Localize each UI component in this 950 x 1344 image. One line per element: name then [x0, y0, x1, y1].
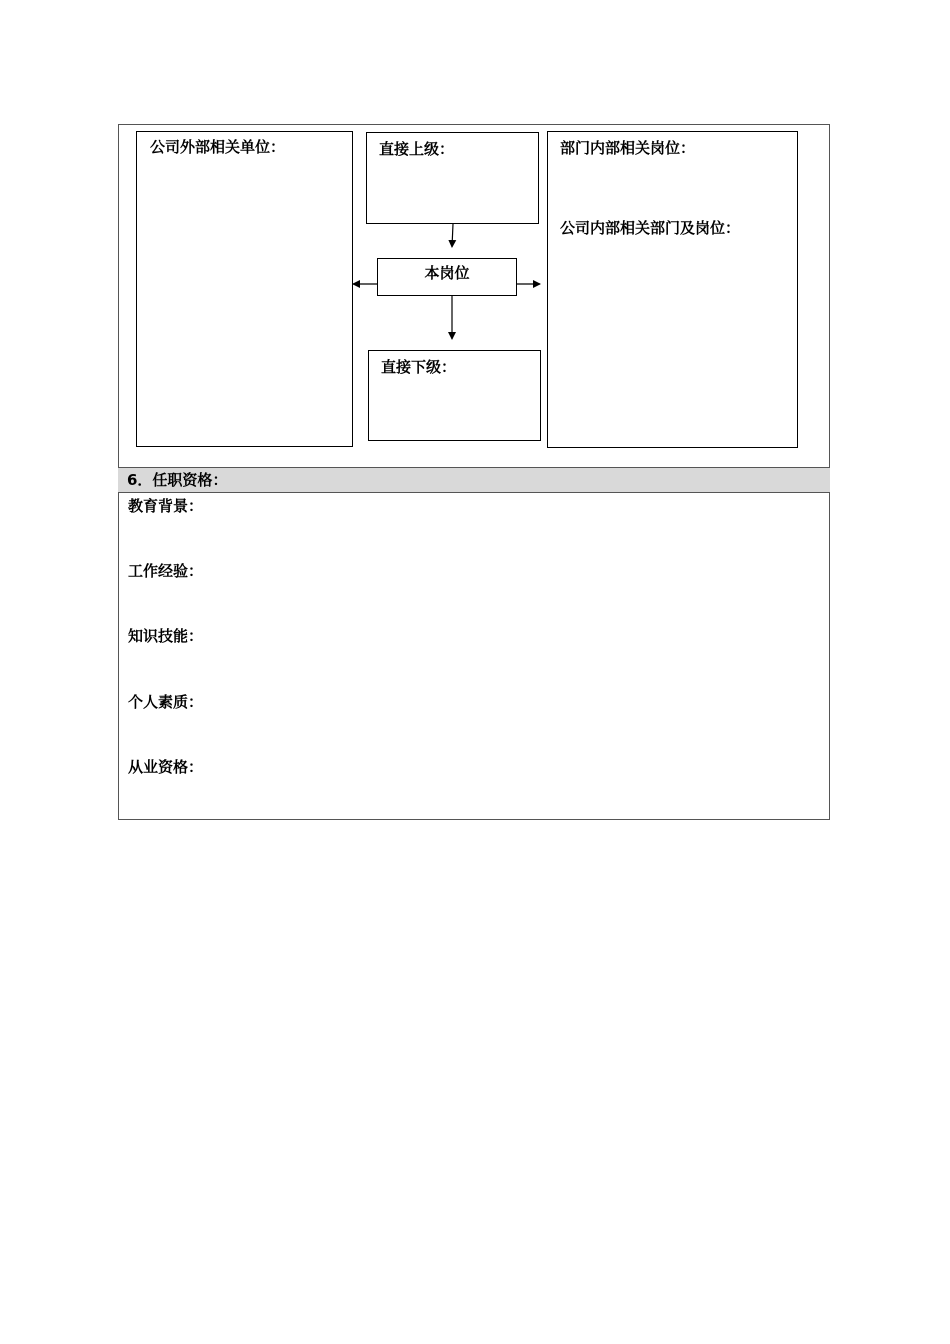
- qual-skills-label: 知识技能：: [128, 627, 204, 645]
- qualifications-header: 6．任职资格：: [127, 471, 228, 489]
- qual-experience-label: 工作经验：: [128, 562, 204, 580]
- dept-internal-label: 部门内部相关岗位：: [560, 139, 696, 157]
- company-internal-label: 公司内部相关部门及岗位：: [560, 219, 741, 237]
- qual-education-label: 教育背景：: [128, 497, 204, 515]
- direct-superior-label: 直接上级：: [379, 140, 455, 158]
- qual-personal-label: 个人素质：: [128, 693, 204, 711]
- arrow-superior-to-position: [452, 224, 453, 247]
- qual-certification-label: 从业资格：: [128, 758, 204, 776]
- this-position-label: 本岗位: [424, 264, 470, 282]
- qualifications-header-row: [118, 467, 830, 493]
- direct-subordinate-label: 直接下级：: [381, 358, 457, 376]
- external-units-label: 公司外部相关单位：: [150, 138, 286, 156]
